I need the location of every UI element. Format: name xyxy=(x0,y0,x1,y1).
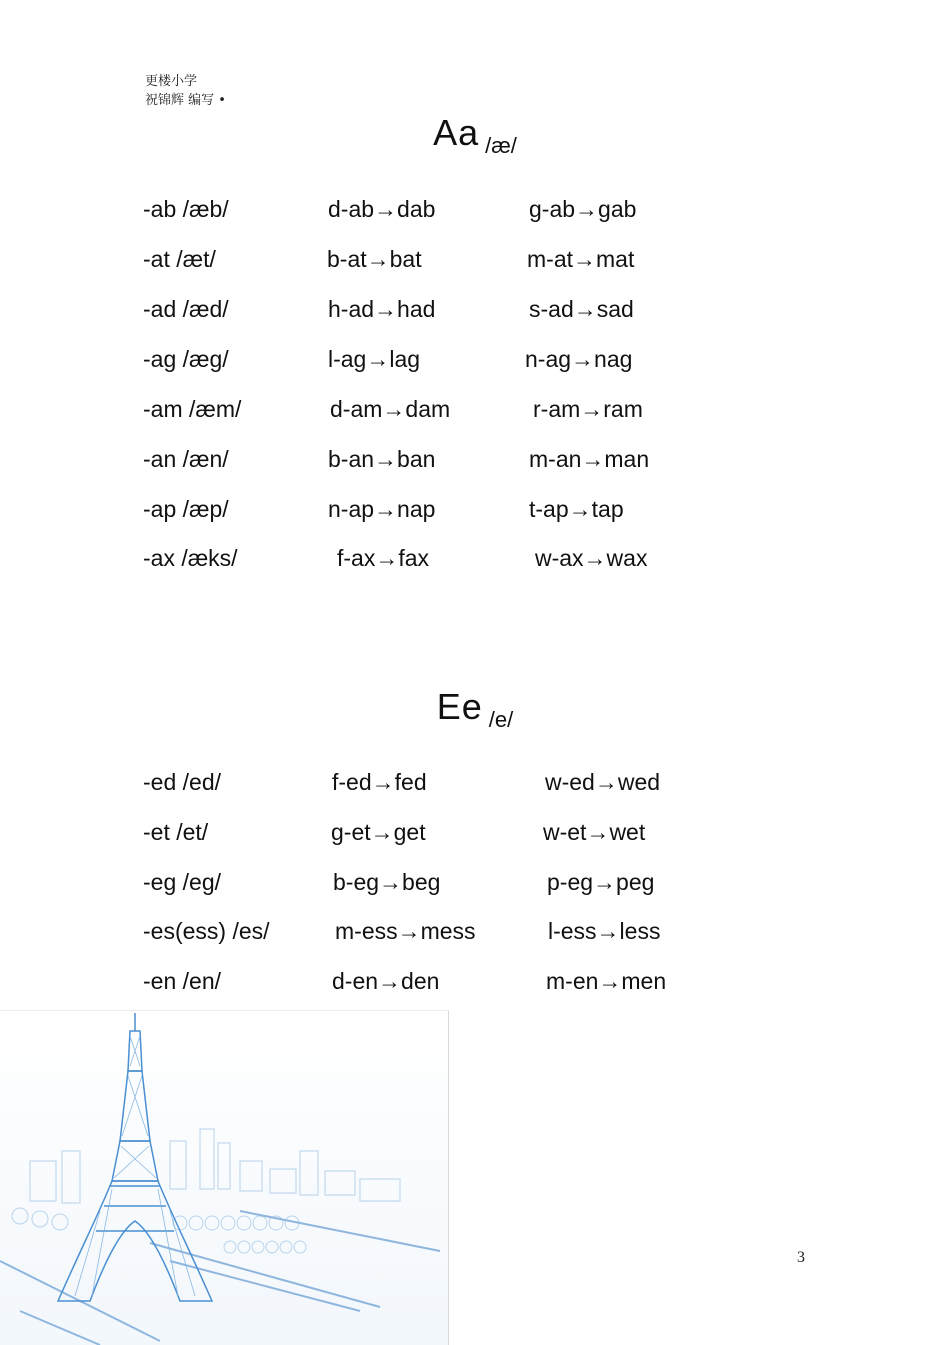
word-row xyxy=(0,344,950,374)
page-number: 3 xyxy=(797,1249,805,1266)
section-title-aa xyxy=(0,112,950,158)
example-word: d-am→dam xyxy=(330,396,451,422)
example-word: g-ab→gab xyxy=(529,196,637,222)
rime-label: -ad /æd/ xyxy=(143,296,229,322)
rime-label: -ax /æks/ xyxy=(143,545,238,571)
example-word: b-at→bat xyxy=(327,246,422,272)
word-row xyxy=(0,543,950,573)
rime-label: -ab /æb/ xyxy=(143,196,229,222)
example-word: f-ed→fed xyxy=(332,769,427,795)
example-word: g-et→get xyxy=(331,819,426,845)
eiffel-tower-icon xyxy=(0,1011,448,1345)
rime-label: -es(ess) /es/ xyxy=(143,918,270,944)
example-word: l-ess→less xyxy=(548,918,661,944)
example-word: n-ag→nag xyxy=(525,346,633,372)
rime-label: -ed /ed/ xyxy=(143,769,221,795)
word-row xyxy=(0,966,950,996)
eiffel-tower-illustration xyxy=(0,1010,449,1345)
word-row xyxy=(0,494,950,524)
example-word: p-eg→peg xyxy=(547,869,655,895)
example-word: m-ess→mess xyxy=(335,918,476,944)
example-word: b-eg→beg xyxy=(333,869,441,895)
section-letter: Aa xyxy=(433,112,480,153)
rime-label: -ag /æg/ xyxy=(143,346,229,372)
word-row xyxy=(0,916,950,946)
word-row xyxy=(0,394,950,424)
section-letter: Ee xyxy=(436,686,483,727)
section-phonetic: /æ/ xyxy=(485,133,517,158)
example-word: s-ad→sad xyxy=(529,296,634,322)
word-row xyxy=(0,444,950,474)
example-word: w-ax→wax xyxy=(535,545,648,571)
school-name: 更楼小学 xyxy=(145,74,198,89)
example-word: h-ad→had xyxy=(328,296,436,322)
word-row xyxy=(0,294,950,324)
example-word: m-an→man xyxy=(529,446,650,472)
word-row xyxy=(0,244,950,274)
example-word: b-an→ban xyxy=(328,446,436,472)
rime-label: -en /en/ xyxy=(143,968,221,994)
rime-label: -et /et/ xyxy=(143,819,209,845)
example-word: n-ap→nap xyxy=(328,496,436,522)
rime-label: -ap /æp/ xyxy=(143,496,229,522)
word-row xyxy=(0,194,950,224)
word-row xyxy=(0,867,950,897)
rime-label: -eg /eg/ xyxy=(143,869,221,895)
example-word: r-am→ram xyxy=(533,396,643,422)
example-word: m-en→men xyxy=(546,968,667,994)
example-word: w-ed→wed xyxy=(545,769,661,795)
rime-label: -an /æn/ xyxy=(143,446,229,472)
example-word: w-et→wet xyxy=(543,819,646,845)
section-phonetic: /e/ xyxy=(488,707,514,732)
page-header xyxy=(145,72,226,110)
rime-label: -at /æt/ xyxy=(143,246,216,272)
example-word: t-ap→tap xyxy=(529,496,624,522)
word-row xyxy=(0,767,950,797)
example-word: d-ab→dab xyxy=(328,196,436,222)
example-word: m-at→mat xyxy=(527,246,635,272)
example-word: l-ag→lag xyxy=(328,346,421,372)
example-word: f-ax→fax xyxy=(337,545,430,571)
section-title-ee xyxy=(0,686,950,732)
rime-label: -am /æm/ xyxy=(143,396,242,422)
author-line: 祝锦辉 编写 • xyxy=(145,93,226,108)
word-row xyxy=(0,817,950,847)
example-word: d-en→den xyxy=(332,968,440,994)
